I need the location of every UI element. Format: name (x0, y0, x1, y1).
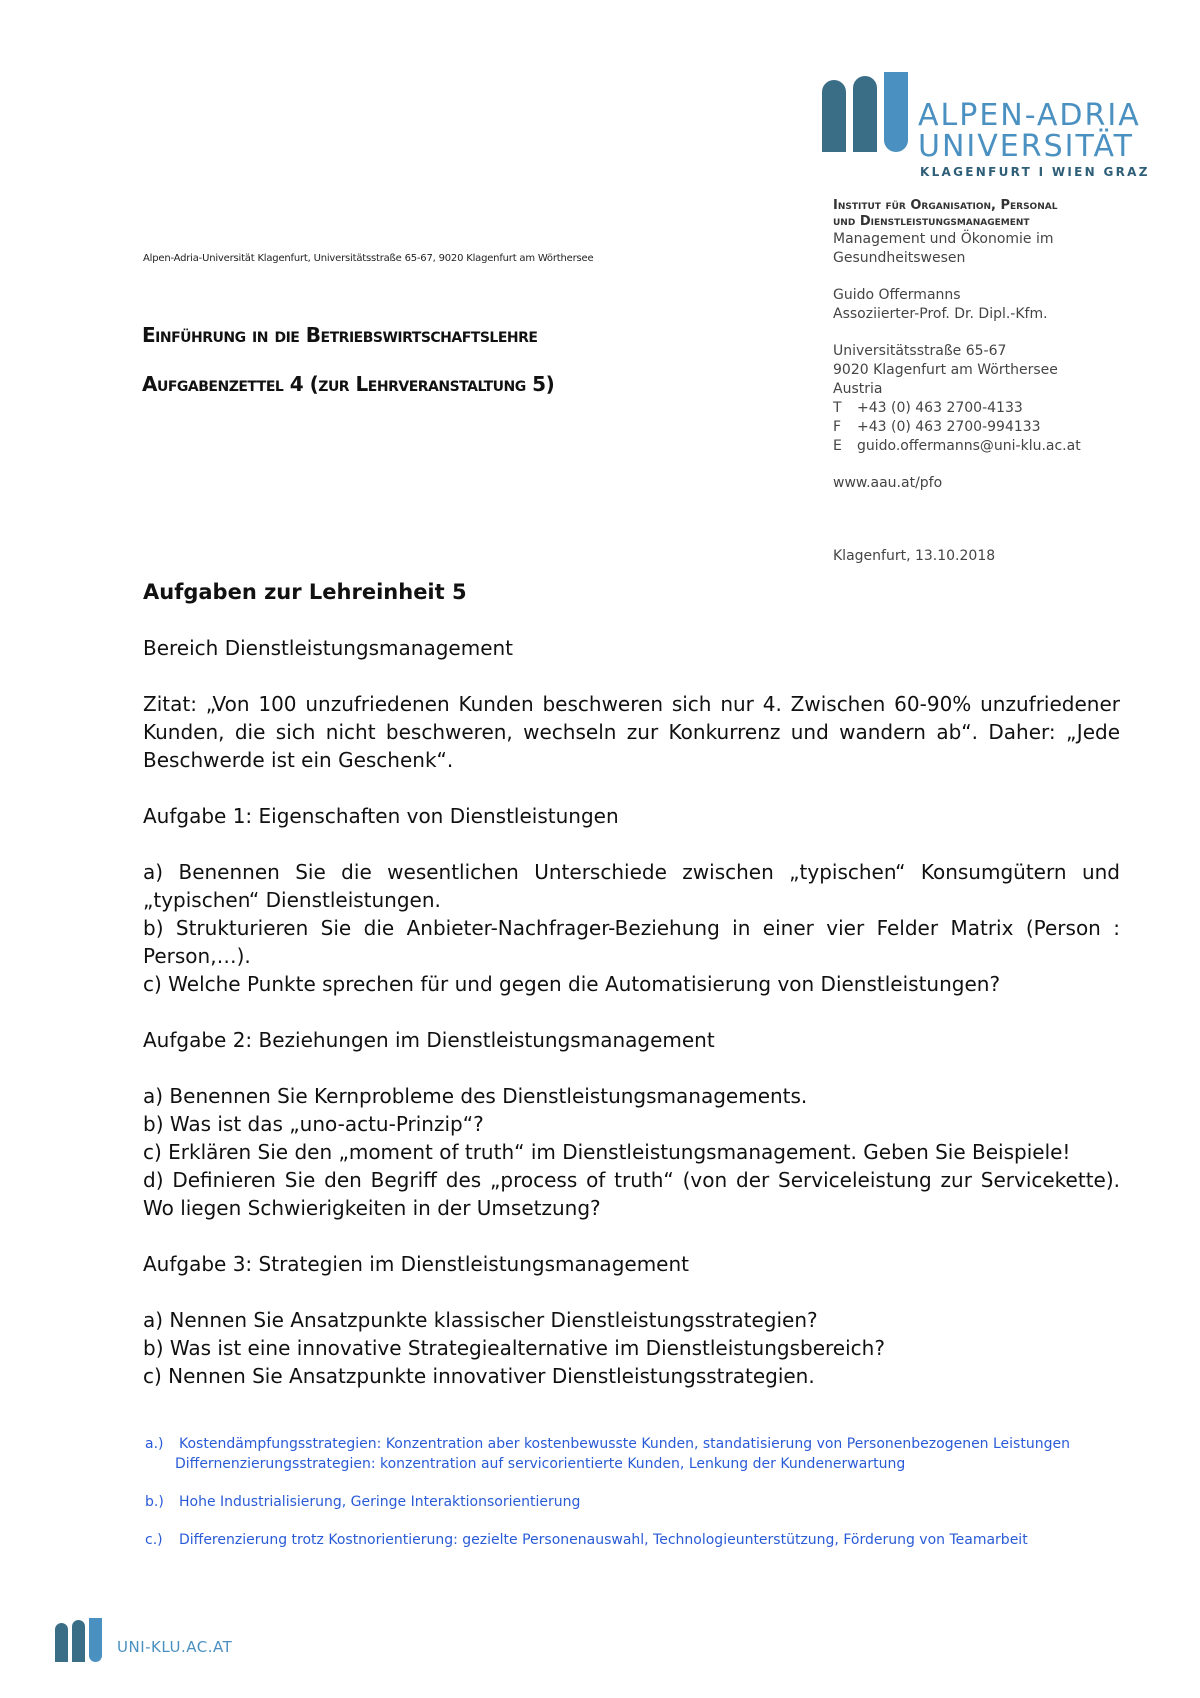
sheet-title: Aufgabenzettel 4 (zur Lehrveranstaltung 5) (142, 372, 555, 396)
institute-name-line1: Institut für Organisation, Personal (833, 198, 1058, 213)
footer (55, 1618, 275, 1668)
task2-a: a) Benennen Sie Kernprobleme des Dienstleistungsmanagements. (143, 1084, 808, 1108)
department-line2: Gesundheitswesen (833, 250, 966, 266)
task1-c: c) Welche Punkte sprechen für und gegen die Automatisierung von Dienstleistungen? (143, 972, 1001, 996)
contact-name: Guido Offermanns (833, 287, 961, 303)
fax-value: +43 (0) 463 2700-994133 (857, 419, 1041, 435)
answer-b-marker: b.) (145, 1494, 164, 1510)
contact-title: Assoziierter-Prof. Dr. Dipl.-Kfm. (833, 306, 1048, 322)
city: 9020 Klagenfurt am Wörthersee (833, 362, 1058, 378)
answer-a-line2: Differnenzierungsstrategien: konzentration auf servicorientierte Kunden, Lenkung der Kundenerwartung (175, 1456, 906, 1472)
task2-c: c) Erklären Sie den „moment of truth“ im Dienstleistungsmanagement. Geben Sie Beispiele! (143, 1140, 1071, 1164)
answer-a-line1: a.) Kostendämpfungsstrategien: Konzentration aber kostenbewusste Kunden, standatisierung von Personenbezogenen Leistungen (145, 1436, 1070, 1452)
phone-label: T (833, 400, 842, 416)
task1-a: a) Benennen Sie die wesentlichen Unterschiede zwischen „typischen“ Konsumgütern und „typischen“ Dienstleistungen. (143, 860, 1120, 912)
website-link[interactable]: www.aau.at/pfo (833, 475, 943, 491)
university-logo (822, 72, 1150, 179)
country: Austria (833, 381, 883, 397)
street: Universitätsstraße 65-67 (833, 343, 1007, 359)
phone-value: +43 (0) 463 2700-4133 (857, 400, 1023, 416)
task3-c: c) Nennen Sie Ansatzpunkte innovativer Dienstleistungsstrategien. (143, 1364, 815, 1388)
answer-c-marker: c.) (145, 1532, 163, 1548)
document-date: Klagenfurt, 13.10.2018 (833, 548, 996, 564)
footer-logo-icon (55, 1618, 105, 1662)
task1-b: b) Strukturieren Sie die Anbieter-Nachfrager-Beziehung in einer vier Felder Matrix (Person : Person,…). (143, 916, 1120, 968)
email-label: E (833, 438, 842, 454)
area-heading: Bereich Dienstleistungsmanagement (143, 636, 514, 660)
phone-row (833, 399, 1163, 418)
task1-title: Aufgabe 1: Eigenschaften von Dienstleistungen (143, 804, 619, 828)
university-name: ALPEN-ADRIA UNIVERSITÄT (918, 98, 1141, 164)
answer-notes (145, 1434, 1145, 1550)
answer-c: c.) Differenzierung trotz Kostnorientierung: gezielte Personenauswahl, Technologieunterstützung, Förderung von Teamarbeit (145, 1532, 1028, 1548)
university-locations: KLAGENFURT I WIEN GRAZ (920, 165, 1150, 179)
email-link[interactable]: guido.offermanns@uni-klu.ac.at (857, 438, 1081, 454)
quote-paragraph: Zitat: „Von 100 unzufriedenen Kunden beschweren sich nur 4. Zwischen 60-90% unzufriedener Kunden, die sich nicht beschweren, wechseln zur Konkurrenz und wandern ab“. Daher: „Jede Beschwerde ist ein Geschenk“. (143, 692, 1120, 772)
task-body (143, 578, 1120, 1390)
contact-block (833, 198, 1163, 566)
email-row (833, 437, 1163, 456)
department-line1: Management und Ökonomie im (833, 231, 1054, 247)
task2-title: Aufgabe 2: Beziehungen im Dienstleistungsmanagement (143, 1028, 715, 1052)
task3-b: b) Was ist eine innovative Strategiealternative im Dienstleistungsbereich? (143, 1336, 885, 1360)
fax-label: F (833, 419, 842, 435)
fax-row (833, 418, 1163, 437)
task2-d: d) Definieren Sie den Begriff des „process of truth“ (von der Serviceleistung zur Servicekette). Wo liegen Schwierigkeiten in der Umsetzung? (143, 1168, 1120, 1220)
answer-a-marker: a.) (145, 1436, 164, 1452)
sender-address: Alpen-Adria-Universität Klagenfurt, Universitätsstraße 65-67, 9020 Klagenfurt am Wörthersee (143, 253, 594, 264)
task3-title: Aufgabe 3: Strategien im Dienstleistungsmanagement (143, 1252, 689, 1276)
lesson-title: Aufgaben zur Lehreinheit 5 (143, 580, 467, 604)
university-logo-mark-icon (822, 72, 914, 152)
institute-name-line2: und Dienstleistungsmanagement (833, 214, 1030, 229)
task2-b: b) Was ist das „uno-actu-Prinzip“? (143, 1112, 484, 1136)
answer-b: b.) Hohe Industrialisierung, Geringe Interaktionsorientierung (145, 1494, 581, 1510)
footer-url[interactable]: UNI-KLU.AC.AT (117, 1638, 233, 1656)
task3-a: a) Nennen Sie Ansatzpunkte klassischer Dienstleistungsstrategien? (143, 1308, 818, 1332)
course-title: Einführung in die Betriebswirtschaftslehre (142, 323, 538, 347)
